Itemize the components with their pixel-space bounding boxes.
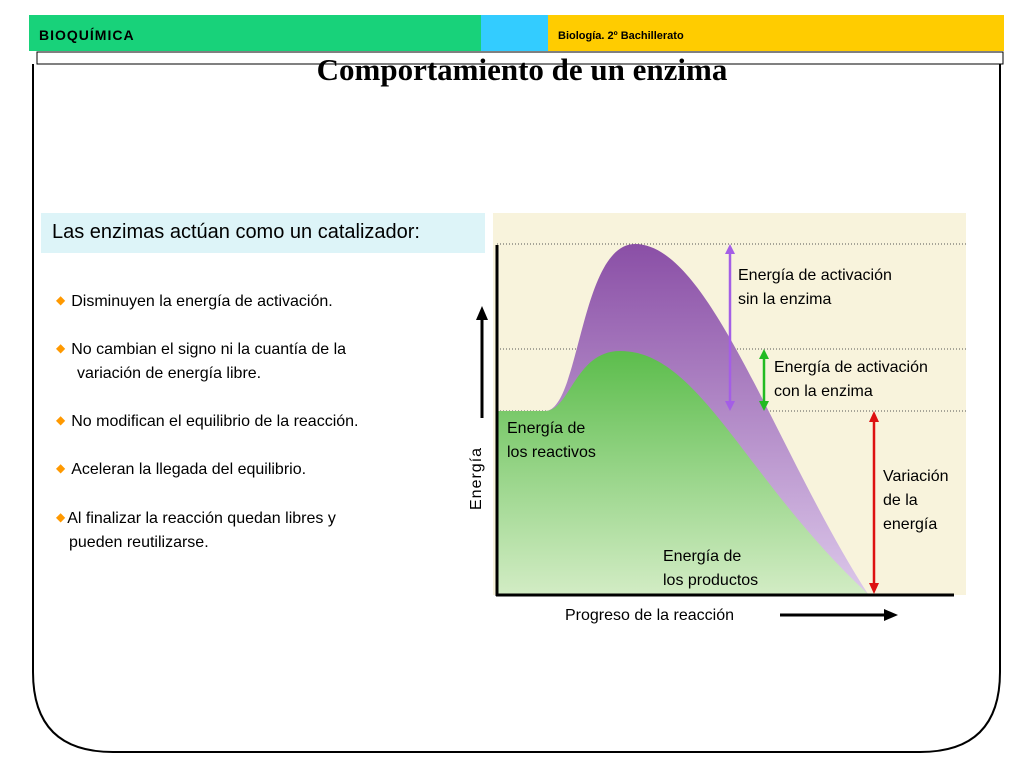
label-line: los productos [663,572,759,589]
label-line: Variación [883,468,949,485]
header-course-label: Biología. 2º Bachillerato [558,30,684,42]
diamond-bullet-icon: ◆ [56,341,66,355]
x-axis-label: Progreso de la reacción [565,607,734,624]
page-title: Comportamiento de un enzima [316,52,728,87]
bullet-text-continuation: variación de energía libre. [77,365,262,382]
bullet-text-continuation: pueden reutilizarse. [69,534,209,551]
label-line: sin la enzima [738,291,832,308]
label-line: Energía de [507,420,586,437]
energy-variation-label [883,465,949,537]
label-line: los reactivos [507,444,596,461]
label-line: con la enzima [774,383,873,400]
y-axis-label: Energía [468,446,485,510]
products-energy-label [663,545,758,593]
subtitle: Las enzimas actúan como un catalizador: [52,221,420,243]
diamond-bullet-icon: ◆ [56,293,66,307]
label-line: de la [883,492,918,509]
diamond-bullet-icon: ◆ [56,461,66,475]
bullet-text: Aceleran la llegada del equilibrio. [71,461,307,478]
label-line: Energía de activación [774,359,928,376]
bullet-text: Disminuyen la energía de activación. [71,293,333,310]
activation-with-enzyme-label [774,356,928,404]
reactants-energy-label [507,417,596,465]
label-line: energía [883,516,938,533]
label-line: Energía de [663,548,742,565]
progress-arrow-head [884,609,898,621]
bullet-text: No modifican el equilibrio de la reacción. [71,413,359,430]
header-subject-label: BIOQUÍMICA [39,27,135,43]
energy-arrow-head [476,306,488,320]
bullet-text: Al finalizar la reacción quedan libres y [67,510,336,527]
bullet-text: No cambian el signo ni la cuantía de la [71,341,347,358]
diamond-bullet-icon: ◆ [56,510,66,524]
diamond-bullet-icon: ◆ [56,413,66,427]
label-line: Energía de activación [738,267,892,284]
activation-without-enzyme-label [738,264,892,312]
